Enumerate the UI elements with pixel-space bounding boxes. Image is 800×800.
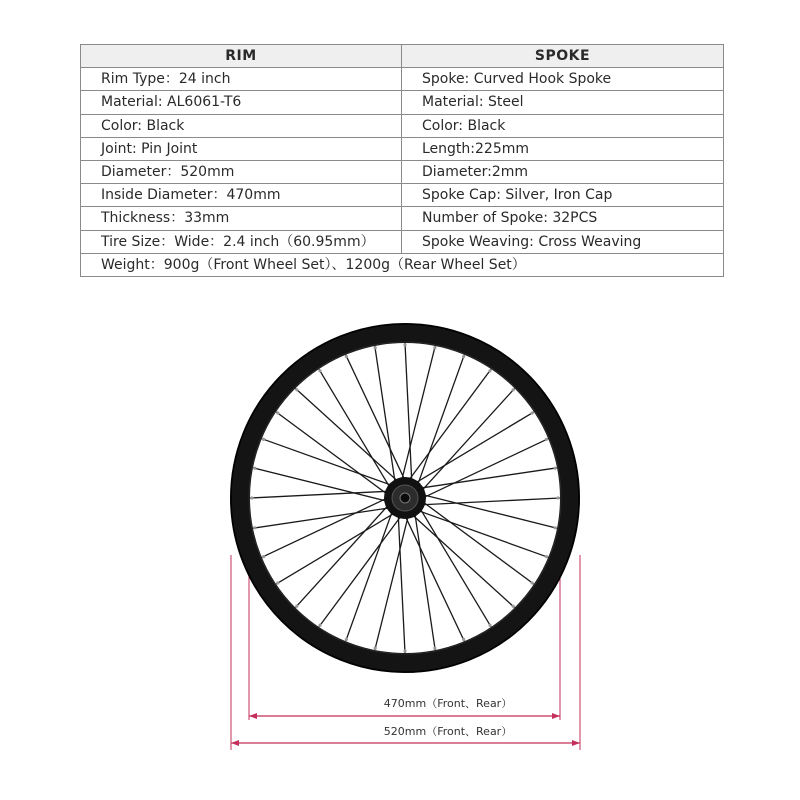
spoke-nipple xyxy=(433,647,436,650)
spoke-nipple xyxy=(403,343,406,346)
rim-cell: Diameter：520mm xyxy=(81,160,402,183)
spoke xyxy=(253,468,394,503)
spoke-cell: Color: Black xyxy=(402,114,724,137)
rim-cell: Color: Black xyxy=(81,114,402,137)
rim-cell: Rim Type：24 inch xyxy=(81,68,402,91)
spoke xyxy=(295,388,403,486)
rim-cell: Material: AL6061-T6 xyxy=(81,91,402,114)
spoke xyxy=(398,508,405,653)
spoke-nipple xyxy=(462,638,465,641)
spoke-nipple xyxy=(488,624,491,627)
spoke-nipple xyxy=(262,438,265,441)
spoke-nipple xyxy=(545,555,548,558)
axle xyxy=(400,493,410,503)
spoke-nipple xyxy=(403,649,406,652)
spoke xyxy=(319,510,406,627)
spoke-nipple xyxy=(276,581,279,584)
spoke-nipple xyxy=(345,355,348,358)
rim-cell: Inside Diameter：470mm xyxy=(81,184,402,207)
spoke-cell: Material: Steel xyxy=(402,91,724,114)
spoke xyxy=(276,412,393,499)
spoke xyxy=(375,509,410,650)
spoke xyxy=(417,388,515,496)
spoke-nipple xyxy=(253,467,256,470)
weight-cell: Weight：900g（Front Wheel Set）、1200g（Rear Wheel Set） xyxy=(81,253,724,276)
spoke-nipple xyxy=(545,438,548,441)
inner-dimension-label: 470mm（Front、Rear） xyxy=(383,697,513,710)
header-spoke: SPOKE xyxy=(402,45,724,68)
header-rim: RIM xyxy=(81,45,402,68)
spoke xyxy=(415,498,560,505)
spoke-nipple xyxy=(250,496,253,499)
spoke-nipple xyxy=(433,346,436,349)
spoke-nipple xyxy=(512,388,515,391)
arrow-right-icon xyxy=(572,740,580,746)
spoke-cell: Number of Spoke: 32PCS xyxy=(402,207,724,230)
spoke-nipple xyxy=(462,355,465,358)
spoke-nipple xyxy=(531,581,534,584)
spoke-cell: Length:225mm xyxy=(402,137,724,160)
spoke-cell: Spoke Cap: Silver, Iron Cap xyxy=(402,184,724,207)
spoke-nipple xyxy=(531,411,534,414)
spoke-nipple xyxy=(345,638,348,641)
arrow-left-icon xyxy=(249,713,257,719)
spoke xyxy=(416,493,557,528)
spoke-nipple xyxy=(318,369,321,372)
spoke-cell: Diameter:2mm xyxy=(402,160,724,183)
rim-cell: Thickness：33mm xyxy=(81,207,402,230)
spoke-nipple xyxy=(295,388,298,391)
spoke-nipple xyxy=(262,555,265,558)
spoke-cell: Spoke Weaving: Cross Weaving xyxy=(402,230,724,253)
arrow-right-icon xyxy=(552,713,560,719)
rim-cell: Joint: Pin Joint xyxy=(81,137,402,160)
spoke xyxy=(295,500,393,608)
spoke-nipple xyxy=(374,647,377,650)
arrow-left-icon xyxy=(231,740,239,746)
spoke-nipple xyxy=(253,526,256,529)
spoke-nipple xyxy=(276,411,279,414)
spoke-nipple xyxy=(554,526,557,529)
spoke-nipple xyxy=(556,496,559,499)
outer-dimension-label: 520mm（Front、Rear） xyxy=(383,725,513,738)
spoke xyxy=(407,510,515,608)
spoke-cell: Spoke: Curved Hook Spoke xyxy=(402,68,724,91)
spoke xyxy=(250,491,395,498)
spoke xyxy=(417,498,534,585)
spoke-nipple xyxy=(318,624,321,627)
spoke-nipple xyxy=(488,369,491,372)
rim-cell: Tire Size：Wide：2.4 inch（60.95mm） xyxy=(81,230,402,253)
spoke xyxy=(405,343,412,488)
spoke xyxy=(405,369,492,486)
spoke-nipple xyxy=(512,605,515,608)
spoke-nipple xyxy=(295,605,298,608)
spoke-nipple xyxy=(554,467,557,470)
spoke xyxy=(400,346,435,487)
spoke-nipple xyxy=(374,346,377,349)
